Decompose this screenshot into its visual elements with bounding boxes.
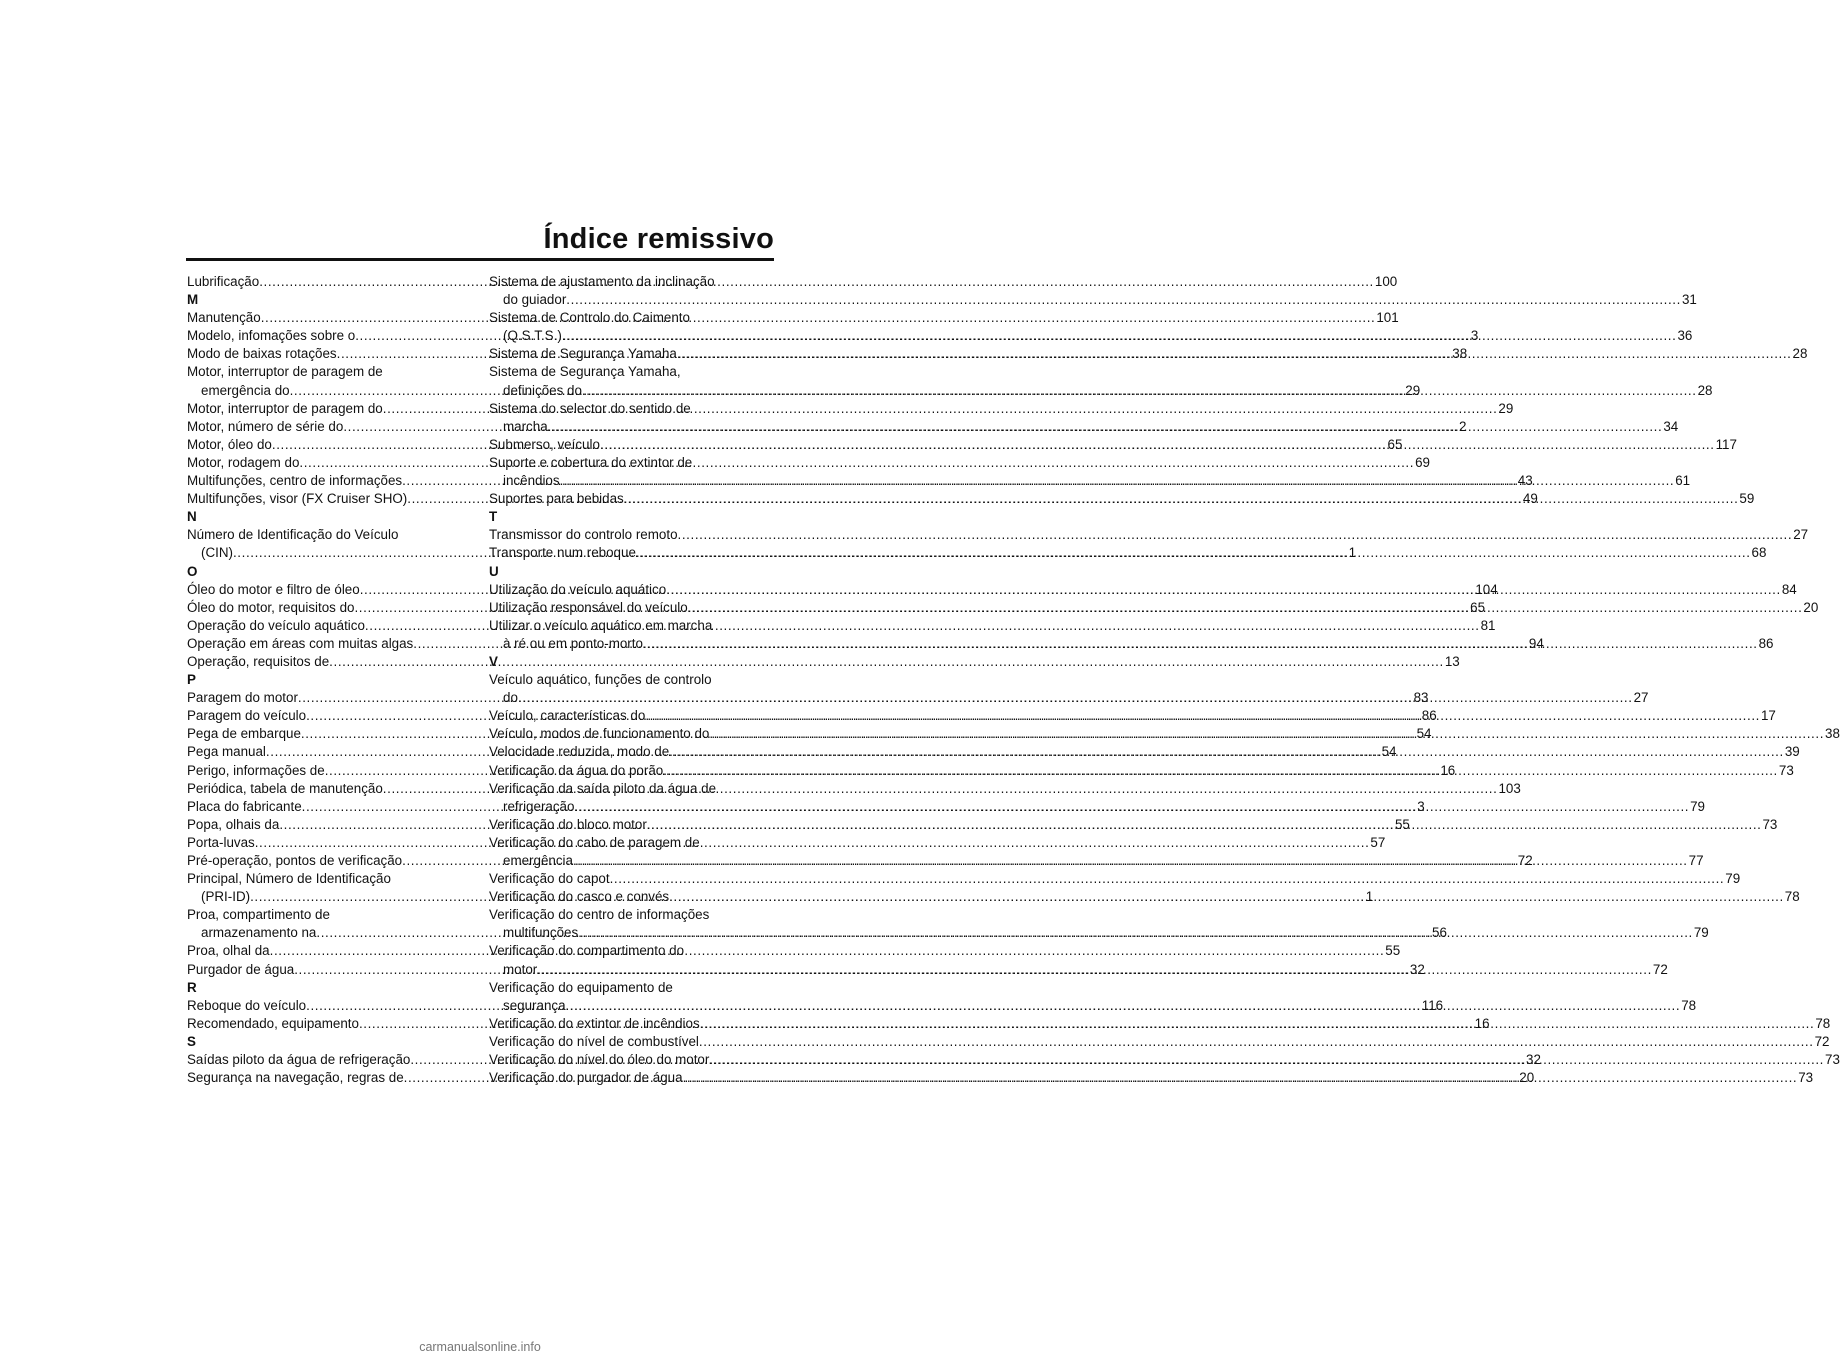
index-entry-text: Sistema do selector do sentido de (489, 400, 691, 416)
index-entry-text: Motor, óleo do (187, 436, 272, 452)
index-page-number: 86 (1758, 635, 1774, 651)
dot-leader (700, 1016, 1815, 1031)
index-entry-text: Utilização do veículo aquático (489, 581, 667, 597)
dot-leader (255, 835, 1370, 850)
index-entry-text: (Q.S.T.S.) (503, 328, 562, 344)
index-page-number: 56 (1432, 925, 1447, 941)
index-entry (489, 888, 1800, 906)
index-page-number: 72 (1814, 1033, 1830, 1049)
index-page-number: 31 (1681, 292, 1697, 308)
index-page-number: 28 (1697, 382, 1713, 398)
index-page-number: 57 (1370, 834, 1386, 850)
index-page-number: 1 (1365, 889, 1374, 905)
index-letter-heading: U (489, 563, 499, 579)
index-entry-text: Perigo, informações de (187, 762, 325, 778)
dot-leader (677, 346, 1792, 361)
index-page-number: 32 (1409, 961, 1425, 977)
index-entry-text: Porta-luvas (187, 834, 255, 850)
index-page-number: 2 (1458, 418, 1467, 434)
dot-leader (600, 437, 1715, 452)
index-entry-text: Óleo do motor e filtro de óleo (187, 581, 360, 597)
index-page-number: 116 (1421, 997, 1444, 1013)
dot-leader (709, 726, 1824, 741)
index-entry-text: emergência do (201, 382, 290, 398)
dot-leader (582, 383, 1697, 398)
index-page-number: 27 (1793, 527, 1809, 543)
index-entry-text: marcha (503, 418, 548, 434)
index-page-number: 73 (1798, 1070, 1814, 1086)
index-page-number: 49 (1522, 491, 1538, 507)
dot-leader (566, 998, 1681, 1013)
title-rule (186, 258, 774, 261)
index-entry-text: Óleo do motor, requisitos do (187, 599, 355, 615)
index-entry-text: Suporte e cobertura do extintor de (489, 454, 693, 470)
index-entry-text: Modelo, infomações sobre o (187, 328, 356, 344)
index-page-number: 65 (1387, 436, 1403, 452)
index-entry-text: Operação do veículo aquático (187, 617, 365, 633)
index-page-number: 79 (1725, 871, 1741, 887)
dot-leader (688, 600, 1803, 615)
index-entry-text: Verificação do bloco motor (489, 816, 647, 832)
index-entry-text: Periódica, tabela de manutenção (187, 780, 383, 796)
index-entry-text: à ré ou em ponto-morto (503, 635, 643, 651)
index-page-number: 100 (1374, 274, 1398, 289)
index-page-number: 39 (1784, 744, 1800, 760)
index-page-number: 20 (1803, 599, 1819, 615)
index-page-number: 101 (1376, 310, 1399, 326)
index-entry-text: Motor, interruptor de paragem de (187, 364, 383, 380)
index-entry-text: segurança (503, 997, 566, 1013)
index-entry-text: Veículo aquático, funções de controlo (489, 672, 712, 688)
index-entry-text: Verificação do cabo de paragem de (489, 834, 700, 850)
index-entry-text: Popa, olhais da (187, 816, 280, 832)
dot-leader (578, 925, 1693, 940)
index-page-number: 73 (1825, 1052, 1840, 1068)
index-letter-heading: T (489, 509, 498, 525)
index-entry (187, 689, 1429, 707)
dot-leader (643, 636, 1758, 651)
index-entry-text: Proa, olhal da (187, 943, 270, 959)
index-entry-text: Veículo, características do (489, 708, 646, 724)
index-entry-text: Verificação do compartimento do (489, 943, 685, 959)
index-page-number: 38 (1825, 726, 1840, 742)
index-page-number: 69 (1415, 454, 1430, 470)
index-page-number: 72 (1517, 853, 1533, 868)
index-page-number: 17 (1760, 708, 1776, 724)
index-page-number: 77 (1688, 853, 1704, 868)
index-entry-text: Proa, compartimento de (187, 907, 330, 923)
index-page-number: 78 (1815, 1015, 1831, 1031)
index-page-number: 55 (1385, 943, 1401, 959)
index-page-number: 81 (1480, 617, 1496, 633)
index-entry-text: (PRI-ID) (201, 889, 251, 905)
index-entry-text: Purgador de água (187, 961, 295, 977)
index-entry-text: Multifunções, visor (FX Cruiser SHO) (187, 491, 408, 507)
dot-leader (683, 1070, 1798, 1085)
index-entry-text: Submerso, veículo (489, 436, 600, 452)
dot-leader (663, 763, 1778, 778)
index-entry-text: Sistema de Segurança Yamaha (489, 346, 677, 362)
dot-leader (548, 419, 1663, 434)
index-page-number: 43 (1517, 473, 1533, 489)
dot-leader (562, 328, 1677, 343)
index-page-number: 72 (1652, 961, 1668, 977)
index-page-number: 3 (1417, 798, 1425, 814)
index-page-number: 54 (1381, 744, 1397, 760)
index-page-number: 20 (1519, 1070, 1535, 1086)
index-entry-text: Paragem do motor (187, 690, 298, 706)
index-page-number: 59 (1739, 491, 1755, 507)
index-page-number: 28 (1792, 346, 1808, 362)
index-page-number: 65 (1470, 599, 1486, 615)
index-entry-text: Operação em áreas com muitas algas (187, 635, 414, 651)
index-letter-heading: R (187, 979, 197, 995)
dot-leader (709, 1052, 1824, 1067)
dot-leader (666, 582, 1781, 597)
index-entry-text: Verificação do nível do óleo do motor (489, 1052, 710, 1068)
index-entry-text: Recomendado, equipamento (187, 1015, 359, 1031)
dot-leader (699, 1034, 1814, 1049)
index-entry-text: Veículo, modos de funcionamento do (489, 726, 710, 742)
index-page-number: 78 (1784, 889, 1800, 905)
index-entry-text: Sistema de Controlo do Caimento (489, 310, 690, 326)
index-entry-text: armazenamento na (201, 925, 317, 941)
index-entry-text: Verificação do nível de combustível (489, 1033, 699, 1049)
index-entry-text: Saídas piloto da água de refrigeração (187, 1052, 411, 1068)
dot-leader (560, 473, 1675, 488)
index-page-number: 1 (1348, 545, 1357, 561)
index-entry-text: Segurança na navegação, regras de (187, 1070, 404, 1086)
index-entry-text: Placa do fabricante (187, 798, 302, 814)
index-entry-text: emergência (503, 853, 573, 868)
index-entry (489, 870, 1741, 888)
index-page-number: 68 (1751, 545, 1767, 561)
dot-leader (645, 708, 1760, 723)
dot-leader (259, 274, 1374, 289)
index-letter-heading: S (187, 1033, 196, 1049)
index-page-number: 73 (1762, 816, 1778, 832)
dot-leader (299, 455, 1414, 470)
index-page-number: 79 (1690, 798, 1706, 814)
index-entry-text: Verificação do casco e convés (489, 889, 670, 905)
index-entry-text: Número de Identificação do Veículo (187, 527, 399, 543)
index-entry-text: Velocidade reduzida, modo de (489, 744, 670, 760)
index-page-number: 84 (1781, 581, 1797, 597)
dot-leader (647, 817, 1762, 832)
watermark: carmanualsonline.info (419, 1340, 541, 1354)
dot-leader (574, 799, 1689, 814)
index-entry-text: Motor, interruptor de paragem do (187, 400, 383, 416)
index-page-number: 61 (1675, 473, 1691, 489)
dot-leader (537, 962, 1652, 977)
index-entry-text: Pré-operação, pontos de verificação (187, 853, 403, 868)
index-page-number: 103 (1498, 780, 1521, 796)
index-page-number: 32 (1526, 1052, 1541, 1068)
index-entry-text: Verificação do equipamento de (489, 979, 673, 995)
index-page-number: 117 (1715, 436, 1737, 452)
index-letter-heading: P (187, 672, 196, 688)
index-entry (489, 526, 1809, 544)
index-entry-text: Principal, Número de Identificação (187, 871, 391, 887)
index-page-number: 38 (1452, 346, 1468, 362)
index-page-number: 16 (1474, 1015, 1490, 1031)
index-page-number: 86 (1421, 708, 1437, 724)
index-entry-text: Verificação do purgador de água (489, 1070, 683, 1086)
dot-leader (669, 744, 1784, 759)
index-entry-text: do guiador (503, 292, 567, 308)
index-page-number: 29 (1498, 400, 1514, 416)
dot-leader (624, 491, 1739, 506)
index-entry (489, 544, 1767, 562)
index-page-number: 36 (1677, 328, 1693, 344)
index-page-number: 3 (1470, 328, 1479, 344)
index-page-number: 79 (1693, 925, 1709, 941)
dot-leader (518, 690, 1633, 705)
index-page-number: 27 (1633, 690, 1649, 706)
index-entry-text: definições do (503, 382, 582, 398)
index-entry-text: Multifunções, centro de informações (187, 473, 403, 489)
index-entry-text: Verificação do extintor de incêndios (489, 1015, 700, 1031)
index-entry-text: Transmissor do controlo remoto (489, 527, 678, 543)
index-entry-text: multifunções (503, 925, 579, 941)
index-entry-text: incêndios (503, 473, 560, 489)
index-page-number: 34 (1663, 418, 1679, 434)
index-entry-text: Paragem do veículo (187, 708, 307, 724)
index-entry-text: motor (503, 961, 538, 977)
index-entry-text: do (503, 690, 518, 706)
index-entry (187, 653, 1460, 671)
index-entry-text: Motor, rodagem do (187, 454, 300, 470)
index-entry-text: Lubrificação (187, 274, 260, 289)
index-page-number: 104 (1475, 581, 1498, 597)
index-entry-text: Verificação do capot (489, 871, 610, 887)
index-page-number: 29 (1405, 382, 1421, 398)
page-title: Índice remissivo (543, 223, 774, 255)
index-entry-text: Utilização responsável do veículo (489, 599, 688, 615)
dot-leader (636, 545, 1751, 560)
index-letter-heading: O (187, 563, 198, 579)
index-entry-text: Utilizar o veículo aquático em marcha (489, 617, 713, 633)
index-page-number: 83 (1413, 690, 1429, 706)
dot-leader (610, 871, 1725, 886)
index-entry-text: Pega de embarque (187, 726, 301, 742)
index-page-number: 13 (1444, 653, 1460, 669)
index-letter-heading: M (187, 292, 199, 308)
index-page-number: 73 (1778, 762, 1794, 778)
dot-leader (270, 943, 1385, 958)
index-letter-heading: V (489, 653, 498, 669)
index-page-number: 94 (1528, 635, 1544, 651)
index-entry-text: Operação, requisitos de (187, 653, 330, 669)
index-entry-text: Transporte num reboque (489, 545, 636, 561)
index-page-number: 78 (1681, 997, 1697, 1013)
dot-leader (678, 527, 1793, 542)
index-entry-text: Verificação da saída piloto da água de (489, 780, 717, 796)
index-entry-text: Modo de baixas rotações (187, 346, 337, 362)
index-letter-heading: N (187, 509, 197, 525)
index-page-number: 54 (1416, 726, 1432, 742)
index-entry-text: Manutenção (187, 310, 261, 326)
index-entry-text: (CIN) (201, 545, 233, 561)
dot-leader (261, 310, 1376, 325)
index-entry (489, 1033, 1830, 1051)
index-page-number: 55 (1394, 816, 1410, 832)
dot-leader (669, 889, 1784, 904)
index-entry-text: Reboque do veículo (187, 997, 307, 1013)
index-entry-text: Sistema de ajustamento da inclinação (489, 274, 715, 289)
index-entry-text: Sistema de Segurança Yamaha, (489, 364, 681, 380)
index-entry-text: refrigeração (503, 798, 575, 814)
dot-leader (566, 292, 1681, 307)
index-entry-text: Verificação da água do porão (489, 762, 664, 778)
dot-leader (573, 853, 1688, 868)
index-entry-text: Verificação do centro de informações (489, 907, 710, 923)
index-entry-text: Pega manual (187, 744, 266, 760)
index-entry-text: Suportes para bebidas (489, 491, 624, 507)
index-page-number: 16 (1440, 762, 1456, 778)
index-entry-text: Motor, número de série do (187, 418, 344, 434)
